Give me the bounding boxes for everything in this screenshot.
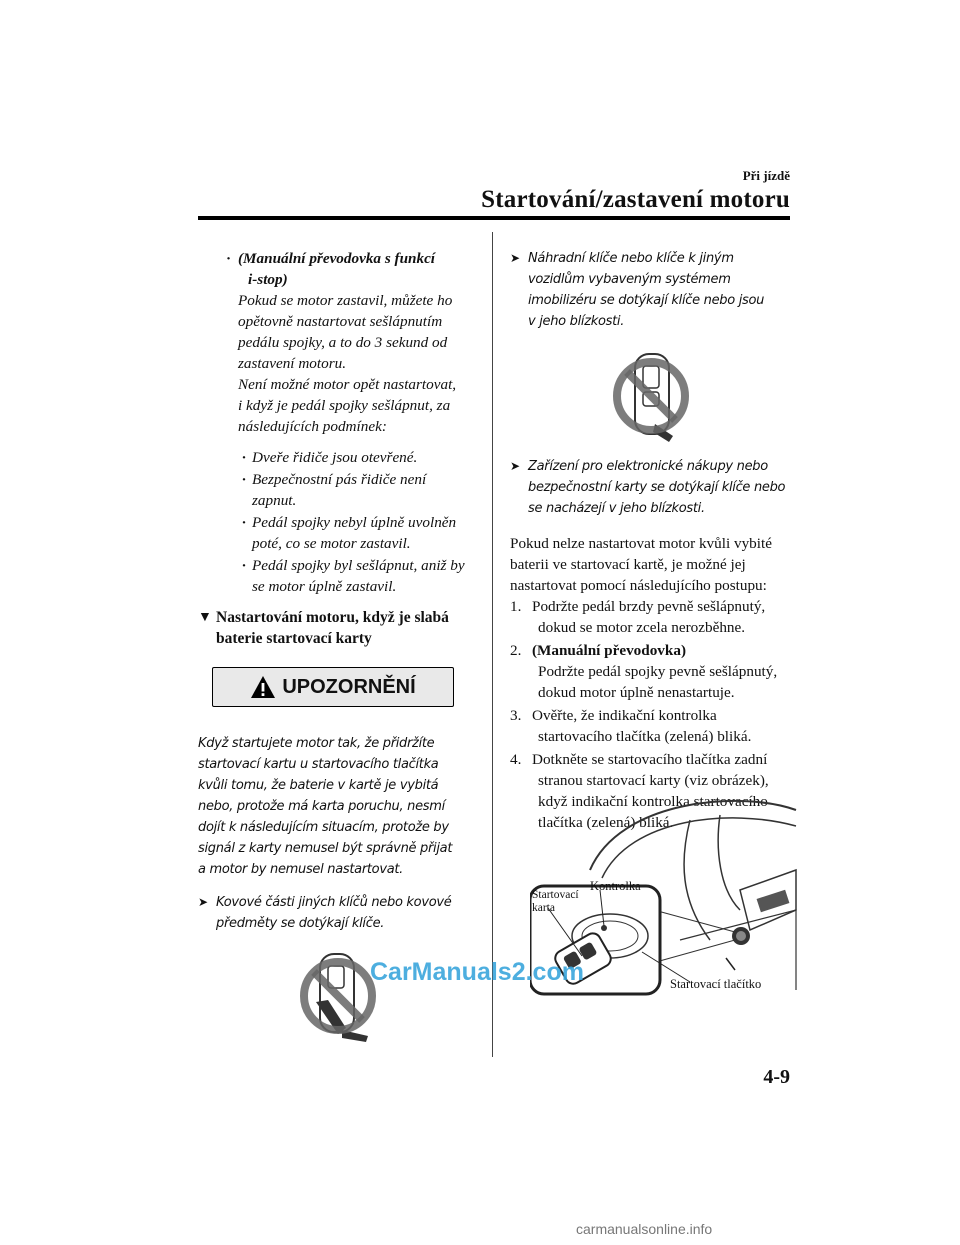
condition-item bbox=[242, 512, 478, 554]
istop-text-line: opětovně nastartovat sešlápnutím bbox=[238, 313, 443, 330]
istop-text-line: Pokud se motor zastavil, můžete ho bbox=[238, 292, 453, 309]
warning-item-line: Náhradní klíče nebo klíče k jiným bbox=[528, 251, 734, 266]
bullet-dot: · bbox=[242, 471, 246, 488]
intro-line: Pokud nelze nastartovat motor kvůli vybité bbox=[510, 535, 772, 552]
condition-line: zapnut. bbox=[252, 492, 297, 509]
section-heading bbox=[198, 607, 478, 649]
step-line: když indikační kontrolka startovacího bbox=[538, 793, 768, 810]
indicator-label: Kontrolka bbox=[590, 879, 641, 893]
step-line: startovacího tlačítka (zelená) bliká. bbox=[538, 728, 752, 745]
step-item bbox=[510, 705, 792, 747]
step-line: Podržte pedál brzdy pevně sešlápnutý, bbox=[532, 598, 766, 615]
section-label: Při jízdě bbox=[742, 168, 790, 183]
start-button-label: Startovací tlačítko bbox=[670, 977, 762, 991]
condition-list bbox=[242, 447, 478, 597]
warning-item-line: v jeho blízkosti. bbox=[528, 314, 625, 329]
step-line: dokud motor úplně nenastartuje. bbox=[538, 684, 735, 701]
intro-paragraph bbox=[510, 533, 792, 596]
intro-line: nastartovat pomocí následujícího postupu: bbox=[510, 577, 767, 594]
step-line: stranou startovací karty (viz obrázek), bbox=[538, 772, 769, 789]
warning-item-line: imobilizéru se dotýkají klíče nebo jsou bbox=[528, 293, 765, 308]
istop-heading-line1: (Manuální převodovka s funkcí bbox=[238, 250, 436, 267]
bullet-dot: · bbox=[242, 449, 246, 466]
step-number: 3. bbox=[510, 707, 522, 724]
step-line: Dotkněte se startovacího tlačítka zadní bbox=[532, 751, 768, 768]
condition-item bbox=[242, 447, 478, 468]
bullet-dot: · bbox=[226, 250, 232, 267]
istop-text-line: následujících podmínek: bbox=[238, 418, 387, 435]
condition-line: Dveře řidiče jsou otevřené. bbox=[252, 449, 418, 466]
istop-text-line: zastavení motoru. bbox=[238, 355, 346, 372]
page-title: Startování/zastavení motoru bbox=[481, 186, 790, 213]
triangle-down-icon: ▼ bbox=[198, 610, 212, 625]
intro-line: baterii ve startovací kartě, je možné jej bbox=[510, 556, 746, 573]
condition-line: Pedál spojky byl sešlápnut, aniž by bbox=[252, 557, 465, 574]
bullet-dot: · bbox=[242, 557, 246, 574]
warning-item-line: Zařízení pro elektronické nákupy nebo bbox=[528, 459, 768, 474]
warning-item-line: bezpečnostní karty se dotýkají klíče nebo bbox=[528, 480, 786, 495]
condition-item bbox=[242, 555, 478, 597]
left-column bbox=[198, 248, 478, 1044]
istop-block bbox=[226, 248, 478, 437]
step-number: 1. bbox=[510, 598, 522, 615]
bullet-dot: · bbox=[242, 514, 246, 531]
step-number: 4. bbox=[510, 751, 522, 768]
card-label: Startovací bbox=[532, 889, 579, 901]
warning-text bbox=[198, 733, 478, 880]
prohibited-key-metal-illustration bbox=[298, 944, 378, 1044]
caution-label: UPOZORNĚNÍ bbox=[282, 675, 416, 698]
warning-line: kvůli tomu, že baterie v kartě je vybitá bbox=[198, 778, 439, 793]
warning-item-electronic-cards bbox=[510, 456, 792, 519]
warning-item-line: vozidlům vybaveným systémem bbox=[528, 272, 731, 287]
warning-item-line: se nacházejí v jeho blízkosti. bbox=[528, 501, 705, 516]
arrow-right-icon: ➤ bbox=[510, 459, 520, 473]
step-number: 2. bbox=[510, 642, 522, 659]
condition-line: Bezpečnostní pás řidiče není bbox=[252, 471, 427, 488]
warning-line: a motor by nemusel nastartovat. bbox=[198, 862, 404, 877]
step-line: Podržte pedál spojky pevně sešlápnutý, bbox=[538, 663, 778, 680]
warning-item-line: předměty se dotýkají klíče. bbox=[216, 916, 385, 931]
watermark-text: CarManuals2.com bbox=[370, 958, 584, 986]
warning-item-spare-keys bbox=[510, 248, 792, 332]
arrow-right-icon: ➤ bbox=[510, 251, 520, 265]
warning-triangle-icon bbox=[250, 675, 276, 699]
istop-text-line: i když je pedál spojky sešlápnut, za bbox=[238, 397, 451, 414]
card-label-line2: karta bbox=[532, 902, 555, 914]
column-separator bbox=[492, 232, 493, 1057]
step-line: dokud se motor zcela nerozběhne. bbox=[538, 619, 746, 636]
istop-text-line: Není možné motor opět nastartovat, bbox=[238, 376, 457, 393]
footer-link[interactable]: carmanualsonline.info bbox=[576, 1221, 713, 1237]
condition-line: Pedál spojky nebyl úplně uvolněn bbox=[252, 514, 457, 531]
step-line: tlačítka (zelená) bliká. bbox=[538, 814, 674, 831]
step-item bbox=[510, 596, 792, 638]
step-heading: (Manuální převodovka) bbox=[532, 642, 687, 659]
right-column bbox=[510, 248, 792, 833]
caution-box bbox=[212, 667, 454, 707]
page-number: 4-9 bbox=[763, 1066, 790, 1088]
warning-item-line: Kovové části jiných klíčů nebo kovové bbox=[216, 895, 452, 910]
istop-heading-line2: i-stop) bbox=[248, 271, 288, 288]
section-heading-line: Nastartování motoru, když je slabá bbox=[216, 609, 449, 626]
warning-line: dojít k následujícím situacím, protože by bbox=[198, 820, 449, 835]
warning-line: nebo, protože má karta poruchu, nesmí bbox=[198, 799, 445, 814]
condition-line: poté, co se motor zastavil. bbox=[252, 535, 411, 552]
warning-line: signál z karty nemusel být správně přijat bbox=[198, 841, 453, 856]
arrow-right-icon: ➤ bbox=[198, 895, 208, 909]
condition-line: se motor úplně zastavil. bbox=[252, 578, 397, 595]
warning-line: startovací kartu u startovacího tlačítka bbox=[198, 757, 439, 772]
prohibited-spare-key-illustration bbox=[611, 346, 691, 446]
warning-item-metal bbox=[198, 892, 478, 934]
istop-text bbox=[238, 290, 456, 437]
step-item bbox=[510, 640, 792, 703]
step-line: Ověřte, že indikační kontrolka bbox=[532, 707, 717, 724]
warning-line: Když startujete motor tak, že přidržíte bbox=[198, 736, 435, 751]
istop-text-line: pedálu spojky, a to do 3 sekund od bbox=[238, 334, 448, 351]
condition-item bbox=[242, 469, 478, 511]
header-rule bbox=[198, 216, 790, 220]
section-heading-line: baterie startovací karty bbox=[216, 630, 372, 647]
